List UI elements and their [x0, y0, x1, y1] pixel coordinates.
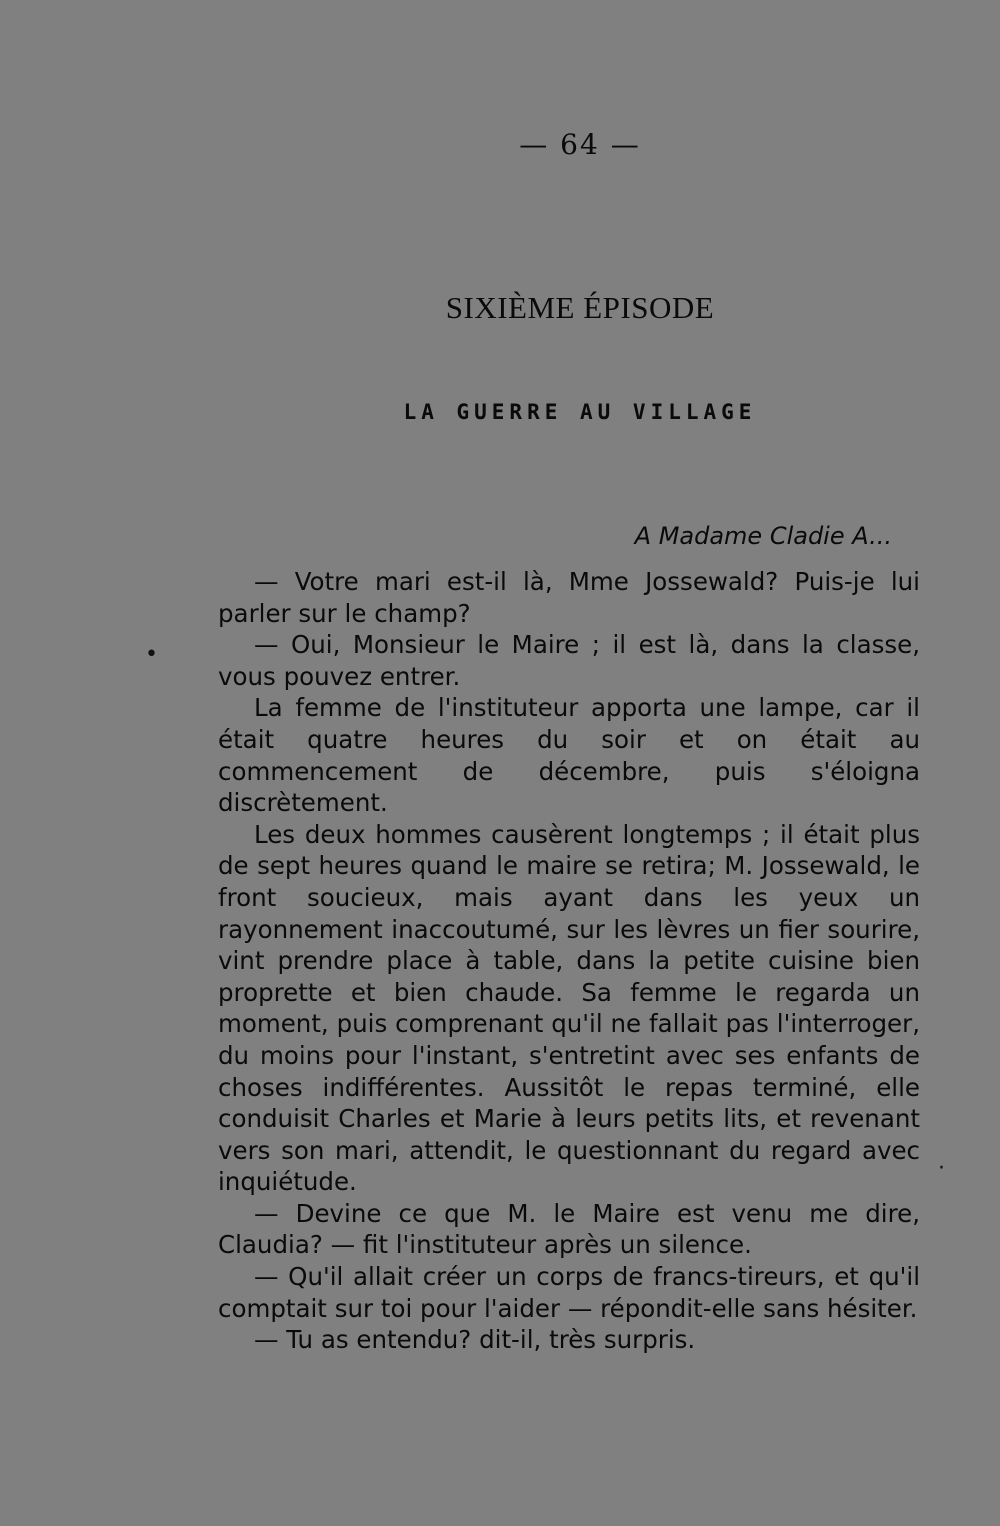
chapter-title: LA GUERRE AU VILLAGE	[403, 400, 757, 424]
paragraph: — Qu'il allait créer un corps de francs-tireurs, et qu'il comptait sur toi pour l'aider — répondit-elle sans hésiter.	[218, 1262, 920, 1323]
paragraph: — Tu as entendu? dit-il, très surpris.	[254, 1325, 696, 1355]
print-speck: ·	[938, 1156, 945, 1181]
print-speck: •	[145, 642, 158, 667]
body-text	[218, 566, 920, 1356]
paragraph: Les deux hommes causèrent longtemps ; il était plus de sept heures quand le maire se retira; M. Jossewald, le front soucieux, mais ayant dans les yeux un rayonnement inaccoutumé, sur les lèvres un fier sourire, vint prendre place à table, dans la petite cuisine bien proprette et bien chaude. Sa femme le regarda un moment, puis comprenant qu'il ne fallait pas l'interroger, du moins pour l'instant, s'entretint avec ses enfants de choses indifférentes. Aussitôt le repas terminé, elle conduisit Charles et Marie à leurs petits lits, et revenant vers son mari, attendit, le questionnant du regard avec inquiétude.	[218, 819, 920, 1197]
dedication: A Madame Cladie A...	[634, 522, 892, 550]
paragraph: — Votre mari est-il là, Mme Jossewald? Puis-je lui parler sur le champ?	[218, 567, 920, 628]
paragraph: — Devine ce que M. le Maire est venu me dire, Claudia? — fit l'instituteur après un silence.	[218, 1198, 920, 1260]
page-number: — 64 —	[519, 128, 641, 161]
paragraph: La femme de l'instituteur apporta une lampe, car il était quatre heures du soir et on était au commencement de décembre, puis s'éloigna discrètement.	[218, 693, 920, 818]
paragraph: — Oui, Monsieur le Maire ; il est là, dans la classe, vous pouvez entrer.	[218, 630, 920, 691]
episode-title: SIXIÈME ÉPISODE	[445, 290, 715, 325]
